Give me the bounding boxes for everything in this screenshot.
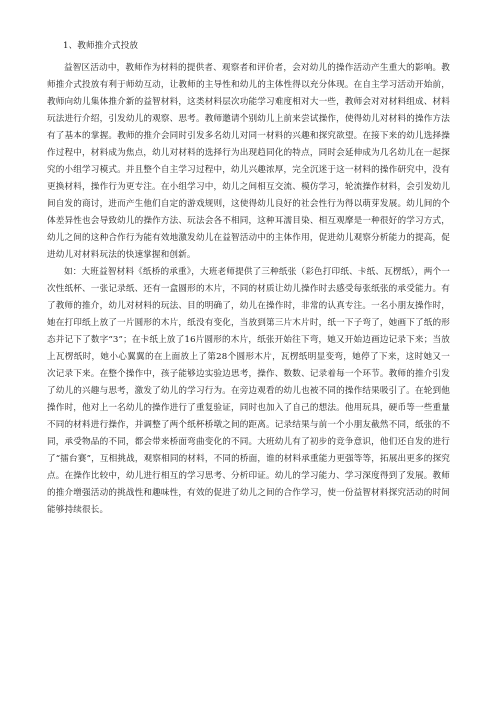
document-page	[47, 38, 450, 519]
section-heading: 1、教师推介式投放	[63, 41, 139, 51]
paragraph: 如：大班益智材料《纸桥的承重》，大班老师提供了三种纸张（彩色打印纸、卡纸、瓦楞纸），两个一次性纸杯、一张记录纸、还有一盒圆形的木片，不同的材质让幼儿操作时去感受每张纸张的承受能力。有了教师的推介，幼儿对材料的玩法、目的明确了，幼儿在操作时，非常的认真专注。一名小朋友操作时，她在打印纸上放了一片圆形的木片，纸没有变化，当放到第三片木片时，纸一下子弯了，她画下了纸的形态并记下了数字“3”；在卡纸上放了16片圆形的木片，纸张开始往下弯，她又开始边画边记录下来；当放上瓦楞纸时，她小心翼翼的在上面放上了第28个圆形木片，瓦楞纸明显变弯，她停了下来，这时她又一次记录下来。在整个操作中，孩子能够边实验边思考，操作、数数、记录着每一个环节。教师的推介引发了幼儿的兴趣与思考，激发了幼儿的学习行为。在旁边观看的幼儿也被不同的操作结果吸引了。在轮到他操作时，他对上一名幼儿的操作进行了重复验证，同时也加入了自己的想法。他用玩具，硬币等一些重量不同的材料进行操作，并调整了两个纸杯桥墩之间的距离。记录结果与前一个小朋友截然不同，纸张的不同，承受物品的不同，都会带来桥面弯曲变化的不同。大班幼儿有了初步的竞争意识，他们还自发的进行了“擂台赛”，互相挑战，观察相同的材料，不同的桥面，谁的材料承重能力更强等等，拓展出更多的探究点。在操作比较中，幼儿进行相互的学习思考、分析印证。幼儿的学习能力、学习深度得到了发展。教师的推介增强活动的挑战性和趣味性，有效的促进了幼儿之间的合作学习，使一份益智材料探究活动的时间能够持续很长。	[47, 267, 450, 515]
paragraph: 益智区活动中，教师作为材料的提供者、观察者和评价者，会对幼儿的操作活动产生重大的影响。教师推介式投放有利于师幼互动，让教师的主导性和幼儿的主体性得以充分体现。在自主学习活动开始前，教师向幼儿集体推介新的益智材料，这类材料层次功能学习难度相对大一些，教师会对对材料组成、材料玩法进行介绍，引发幼儿的观察、思考。教师邀请个别幼儿上前来尝试操作，使得幼儿对材料的操作方法有了基本的掌握。教师的推介会同时引发多名幼儿对同一材料的兴趣和探究欲望。在接下来的幼儿选择操作过程中，材料成为焦点，幼儿对材料的选择行为出现趋同化的特点，同时会延伸成为几名幼儿在一起探究的小组学习模式。并且整个自主学习过程中，幼儿兴趣浓厚，完全沉迷于这一材料的操作研究中，没有更换材料，操作行为更专注。在小组学习中，幼儿之间相互交流、模仿学习，轮流操作材料，会引发幼儿间自发的商讨，进而产生他们自定的游戏规则，这使得幼儿良好的社会性行为得以萌芽发展。幼儿间的个体差异性也会导致幼儿的操作方法、玩法会各不相同，这种耳濡目染、相互观摩是一种很好的学习方式，幼儿之间的这种合作行为能有效地激发幼儿在益智活动中的主体作用，促进幼儿观察分析能力的提高，促进幼儿对材料玩法的快速掌握和创新。	[47, 63, 450, 260]
